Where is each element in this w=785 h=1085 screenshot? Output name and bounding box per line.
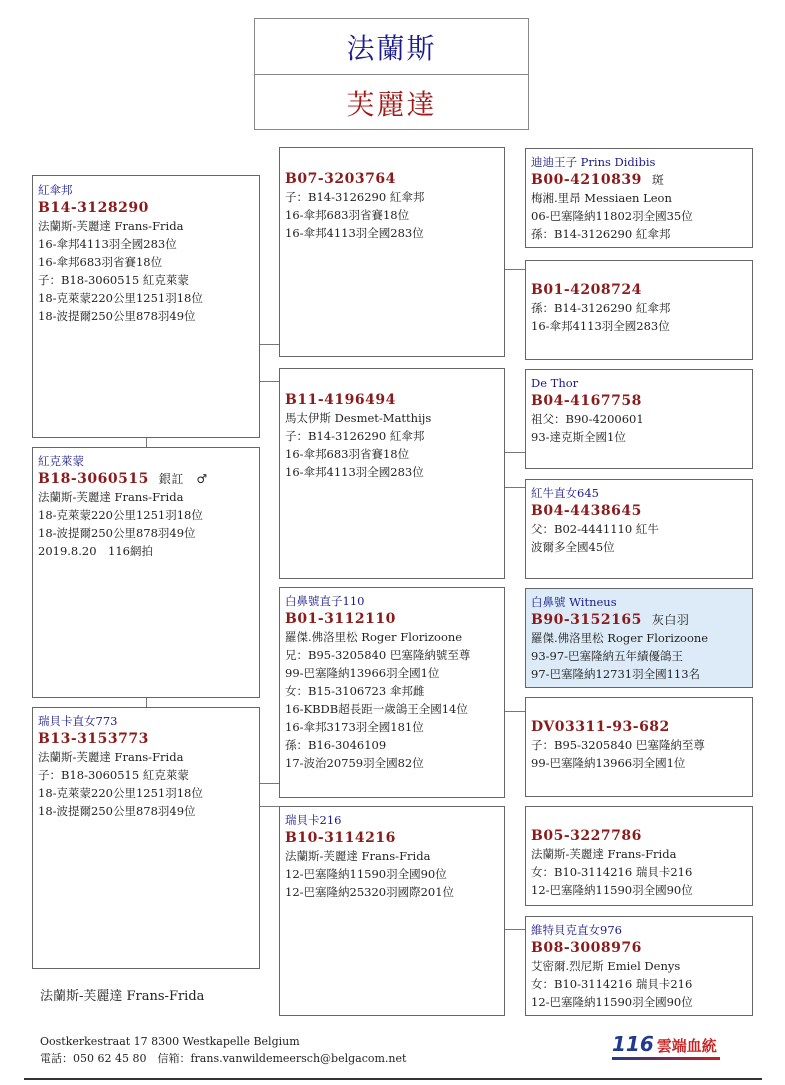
pedigree-line: 18-克萊蒙220公里1251羽18位 — [38, 291, 203, 305]
pedigree-line: 子：B18-3060515 紅克萊蒙 — [38, 768, 189, 782]
pedigree-line: 99-巴塞隆納13966羽全國1位 — [285, 666, 440, 680]
pedigree-line: 18-波提爾250公里878羽49位 — [38, 309, 196, 323]
sire-card — [32, 175, 260, 438]
ring-number: B01-3112110 — [285, 611, 396, 627]
pigeon-name: 瑞貝卡直女773 — [38, 714, 118, 728]
ancestor-card — [525, 697, 753, 797]
pedigree-line: 93-達克斯全國1位 — [531, 430, 626, 444]
footer-contact — [40, 1033, 406, 1067]
connector — [146, 437, 147, 447]
ring-number: B18-3060515 — [38, 471, 149, 487]
ring-number-row — [531, 718, 747, 736]
pedigree-line: 女：B10-3114216 瑞貝卡216 — [531, 865, 693, 879]
pedigree-line: 12-巴塞隆納11590羽全國90位 — [531, 883, 693, 897]
ring-number-row — [531, 502, 747, 520]
contact-text: 電話：050 62 45 80 信箱：frans.vanwildemeersch@belgacom.net — [40, 1052, 407, 1065]
pedigree-line: 孫：B14-3126290 紅傘邦 — [531, 227, 671, 241]
ancestor-card — [525, 369, 753, 469]
ancestor-card-highlighted — [525, 588, 753, 688]
dam-dam-card — [279, 806, 505, 1016]
pedigree-line: 16-傘邦683羽省賽18位 — [285, 447, 410, 461]
pedigree-line: 子：B14-3126290 紅傘邦 — [285, 190, 425, 204]
pigeon-subname: 芙麗達 — [255, 74, 528, 130]
pigeon-name: 紅牛直女645 — [531, 486, 599, 500]
pedigree-line: 祖父：B90-4200601 — [531, 412, 644, 426]
pedigree-line: 子：B14-3126290 紅傘邦 — [285, 429, 425, 443]
logo-number: 116 — [612, 1032, 654, 1056]
bottom-divider — [24, 1078, 762, 1080]
dam-sire-card — [279, 587, 505, 798]
pedigree-line: 16-傘邦683羽省賽18位 — [38, 255, 163, 269]
pedigree-line: 12-巴塞隆納11590羽全國90位 — [531, 995, 693, 1009]
pedigree-line: 子：B18-3060515 紅克萊蒙 — [38, 273, 189, 287]
pedigree-line: 梅湘.里昂 Messiaen Leon — [531, 191, 672, 205]
ancestor-card — [525, 260, 753, 360]
ring-number-row — [285, 170, 499, 188]
brand-logo — [612, 1032, 717, 1056]
ancestor-card — [525, 916, 753, 1016]
pigeon-name: 白鼻號直子110 — [285, 594, 365, 608]
pedigree-line: 2019.8.20 116網拍 — [38, 544, 153, 558]
ring-number: B04-4167758 — [531, 393, 642, 409]
pedigree-line: 16-KBDB超長距一歲鴿王全國14位 — [285, 702, 468, 716]
pedigree-header — [254, 18, 529, 130]
pedigree-line: 法蘭斯-芙麗達 Frans-Frida — [38, 750, 184, 764]
pedigree-line: 馬太伊斯 Desmet-Matthijs — [285, 411, 432, 425]
connector — [504, 487, 525, 488]
address-text: Oostkerkestraat 17 8300 Westkapelle Belgium — [40, 1035, 300, 1048]
ring-number-row — [531, 171, 747, 189]
pedigree-line: 18-波提爾250公里878羽49位 — [38, 804, 196, 818]
ancestor-card — [525, 479, 753, 579]
logo-text: 雲端血統 — [656, 1037, 717, 1055]
ring-number-row — [531, 611, 747, 629]
pedigree-line: 12-巴塞隆納11590羽全國90位 — [285, 867, 447, 881]
ring-number: B13-3153773 — [38, 731, 149, 747]
pedigree-line: 女：B10-3114216 瑞貝卡216 — [531, 977, 693, 991]
ring-number: B01-4208724 — [531, 282, 642, 298]
pedigree-line: 女：B15-3106723 傘邦雌 — [285, 684, 425, 698]
pedigree-line: 17-波治20759羽全國82位 — [285, 756, 424, 770]
granddam-card — [279, 368, 505, 579]
ring-number: B07-3203764 — [285, 171, 396, 187]
pedigree-line: 羅傑.佛洛里松 Roger Florizoone — [531, 631, 709, 645]
ancestor-card — [525, 806, 753, 906]
connector — [259, 344, 279, 345]
pigeon-name: De Thor — [531, 376, 579, 390]
pedigree-line: 06-巴塞隆納11802羽全國35位 — [531, 209, 693, 223]
pedigree-line: 16-傘邦3173羽全國181位 — [285, 720, 424, 734]
pedigree-line: 12-巴塞隆納25320羽國際201位 — [285, 885, 455, 899]
pigeon-name: 紅克萊蒙 — [38, 454, 84, 468]
ring-number-row — [38, 730, 254, 748]
ring-number-row — [38, 199, 254, 217]
pigeon-name: 法蘭斯 — [346, 31, 437, 65]
connector — [146, 697, 147, 707]
ring-number: B05-3227786 — [531, 828, 642, 844]
ring-number-row — [285, 829, 499, 847]
pedigree-line: 16-傘邦4113羽全國283位 — [285, 465, 424, 479]
pedigree-line: 16-傘邦4113羽全國283位 — [531, 319, 670, 333]
pigeon-name: 瑞貝卡216 — [285, 813, 342, 827]
pedigree-line: 羅傑.佛洛里松 Roger Florizoone — [285, 630, 463, 644]
pedigree-line: 子：B95-3205840 巴塞隆納至尊 — [531, 738, 705, 752]
connector — [504, 269, 525, 270]
connector — [259, 783, 279, 784]
logo-underline — [612, 1057, 720, 1060]
connector — [504, 452, 525, 453]
owner-label: 法蘭斯-芙麗達 Frans-Frida — [40, 989, 205, 1004]
ring-number: B14-3128290 — [38, 200, 149, 216]
ring-number: B04-4438645 — [531, 503, 642, 519]
subject-card — [32, 447, 260, 698]
color-note: 斑 — [651, 173, 665, 187]
pedigree-line: 波爾多全國45位 — [531, 540, 615, 554]
pedigree-line: 法蘭斯-芙麗達 Frans-Frida — [285, 849, 431, 863]
dam-card — [32, 707, 260, 969]
color-note: 灰白羽 — [651, 613, 690, 627]
pedigree-line: 艾密爾.烈尼斯 Emiel Denys — [531, 959, 681, 973]
pedigree-line: 法蘭斯-芙麗達 Frans-Frida — [38, 490, 184, 504]
pedigree-line: 18-波提爾250公里878羽49位 — [38, 526, 196, 540]
pigeon-name: 迪迪王子 Prins Didibis — [531, 155, 656, 169]
ring-number-row — [531, 939, 747, 957]
ring-number: B00-4210839 — [531, 172, 642, 188]
pigeon-name: 白鼻號 Witneus — [531, 595, 617, 609]
ring-number-row — [285, 610, 499, 628]
ring-number-row — [285, 391, 499, 409]
ring-number: B10-3114216 — [285, 830, 396, 846]
pigeon-name: 紅傘邦 — [38, 183, 73, 197]
pigeon-name: 維特貝克直女976 — [531, 923, 622, 937]
grandsire-card — [279, 147, 505, 357]
pedigree-line: 97-巴塞隆納12731羽全國113名 — [531, 667, 701, 681]
pedigree-line: 93-97-巴塞隆納五年績優鴿王 — [531, 649, 684, 663]
pedigree-line: 18-克萊蒙220公里1251羽18位 — [38, 786, 203, 800]
ring-number-row — [531, 281, 747, 299]
pedigree-line: 16-傘邦4113羽全國283位 — [285, 226, 424, 240]
pedigree-line: 父：B02-4441110 紅牛 — [531, 522, 659, 536]
ring-number: B08-3008976 — [531, 940, 642, 956]
connector — [504, 711, 525, 712]
ring-number-row — [38, 470, 254, 488]
ancestor-card — [525, 148, 753, 248]
pedigree-line: 18-克萊蒙220公里1251羽18位 — [38, 508, 203, 522]
ring-number-row — [531, 392, 747, 410]
pedigree-line: 99-巴塞隆納13966羽全國1位 — [531, 756, 686, 770]
pedigree-line: 16-傘邦683羽省賽18位 — [285, 208, 410, 222]
ring-number: DV03311-93-682 — [531, 719, 670, 735]
ring-number-row — [531, 827, 747, 845]
ring-number: B11-4196494 — [285, 392, 396, 408]
pedigree-line: 法蘭斯-芙麗達 Frans-Frida — [531, 847, 677, 861]
pedigree-line: 孫：B14-3126290 紅傘邦 — [531, 301, 671, 315]
connector — [259, 806, 279, 807]
ring-number: B90-3152165 — [531, 612, 642, 628]
pedigree-line: 孫：B16-3046109 — [285, 738, 387, 752]
color-note: 銀訌 ♂ — [158, 472, 208, 486]
pedigree-line: 16-傘邦4113羽全國283位 — [38, 237, 177, 251]
connector — [259, 381, 279, 382]
pedigree-line: 兄：B95-3205840 巴塞隆納號至尊 — [285, 648, 471, 662]
connector — [504, 929, 525, 930]
pedigree-line: 法蘭斯-芙麗達 Frans-Frida — [38, 219, 184, 233]
